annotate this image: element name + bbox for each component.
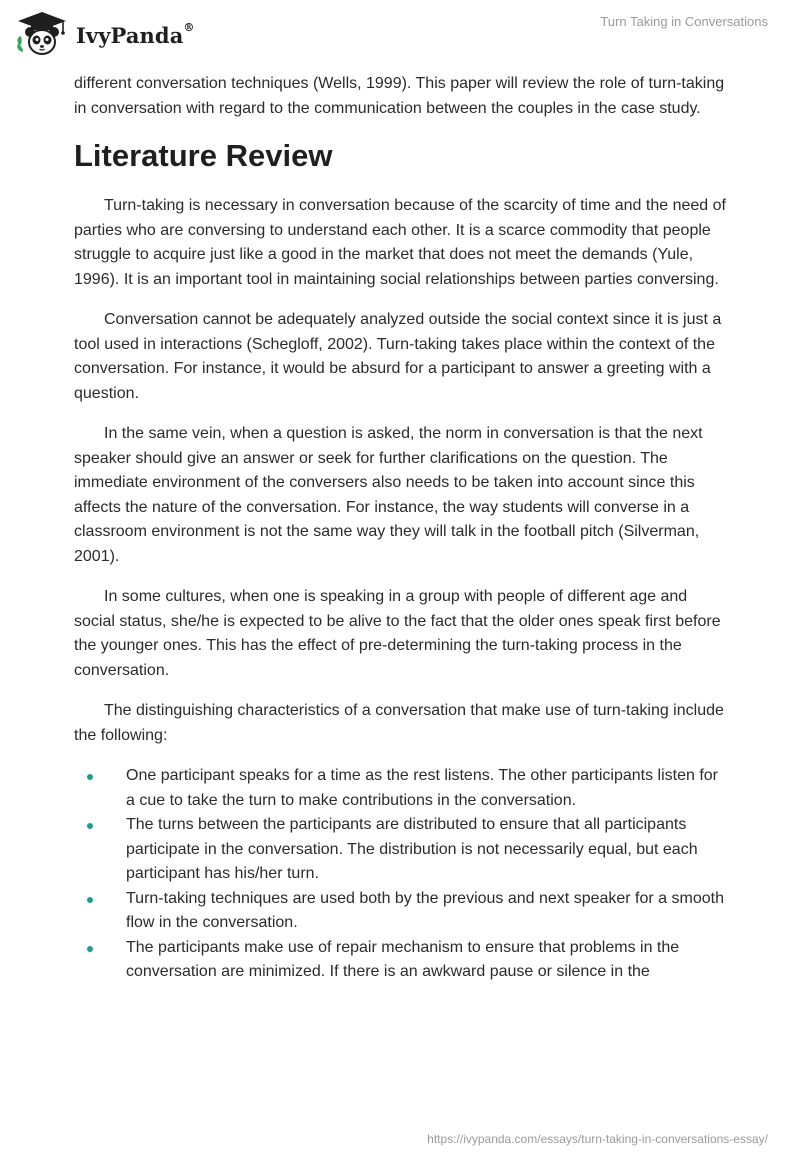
paragraph: In the same vein, when a question is asked, the norm in conversation is that the next speaker should give an answer or seek for further clarifications on the question. The immediate environment of the conversers also needs to be taken into account since this affects the nature of the conversation. For instance, the way students will converse in a classroom environment is not the same way they will talk in the football pitch (Silverman, 2001). — [74, 425, 703, 565]
intro-continuation: different conversation techniques (Wells, 1999). This paper will review the role of turn-taking in conversation with regard to the communication between the couples in the case study. — [74, 75, 725, 117]
ivypanda-logo[interactable] — [14, 8, 195, 58]
list-item — [74, 936, 726, 985]
source-url[interactable]: https://ivypanda.com/essays/turn-taking-in-conversations-essay/ — [427, 1132, 768, 1146]
brand-name: IvyPanda® — [76, 20, 195, 48]
list-item-text: The turns between the participants are distributed to ensure that all participants participate in the conversation. The distribution is not necessarily equal, but each participant has his/her turn. — [126, 816, 698, 882]
paragraph: The distinguishing characteristics of a conversation that make use of turn-taking include the following: — [74, 702, 724, 744]
paragraph: In some cultures, when one is speaking in a group with people of different age and social status, she/he is expected to be alive to the fact that the older ones speak first before the younger ones. This has the effect of pre-determining the turn-taking process in the conversation. — [74, 588, 721, 679]
list-item — [74, 764, 726, 813]
panda-graduate-icon — [14, 8, 70, 58]
characteristics-list — [74, 764, 726, 985]
essay-body — [74, 72, 726, 985]
list-item — [74, 813, 726, 887]
bullet-icon — [87, 897, 93, 903]
list-item-text: One participant speaks for a time as the rest listens. The other participants listen for a cue to take the turn to make contributions in the conversation. — [126, 767, 718, 809]
section-heading: Literature Review — [74, 138, 333, 173]
bullet-icon — [87, 946, 93, 952]
list-item — [74, 887, 726, 936]
bullet-icon — [87, 823, 93, 829]
paragraph: Turn-taking is necessary in conversation because of the scarcity of time and the need of parties who are conversing to understand each other. It is a scarce commodity that people struggle to acquire just like a good in the market that does not meet the demands (Yule, 1996). It is an important tool in maintaining social relationships between parties conversing. — [74, 197, 726, 288]
list-item-text: Turn-taking techniques are used both by the previous and next speaker for a smooth flow in the conversation. — [126, 889, 724, 931]
page-header — [0, 0, 800, 70]
registered-mark: ® — [183, 20, 195, 34]
document-title: Turn Taking in Conversations — [600, 14, 768, 29]
paragraph: Conversation cannot be adequately analyzed outside the social context since it is just a tool used in interactions (Schegloff, 2002). Turn-taking takes place within the context of the conversation. For instance, it would be absurd for a participant to answer a greeting with a question. — [74, 311, 722, 402]
list-item-text: The participants make use of repair mechanism to ensure that problems in the conversation are minimized. If there is an awkward pause or silence in the — [126, 938, 680, 980]
bullet-icon — [87, 774, 93, 780]
